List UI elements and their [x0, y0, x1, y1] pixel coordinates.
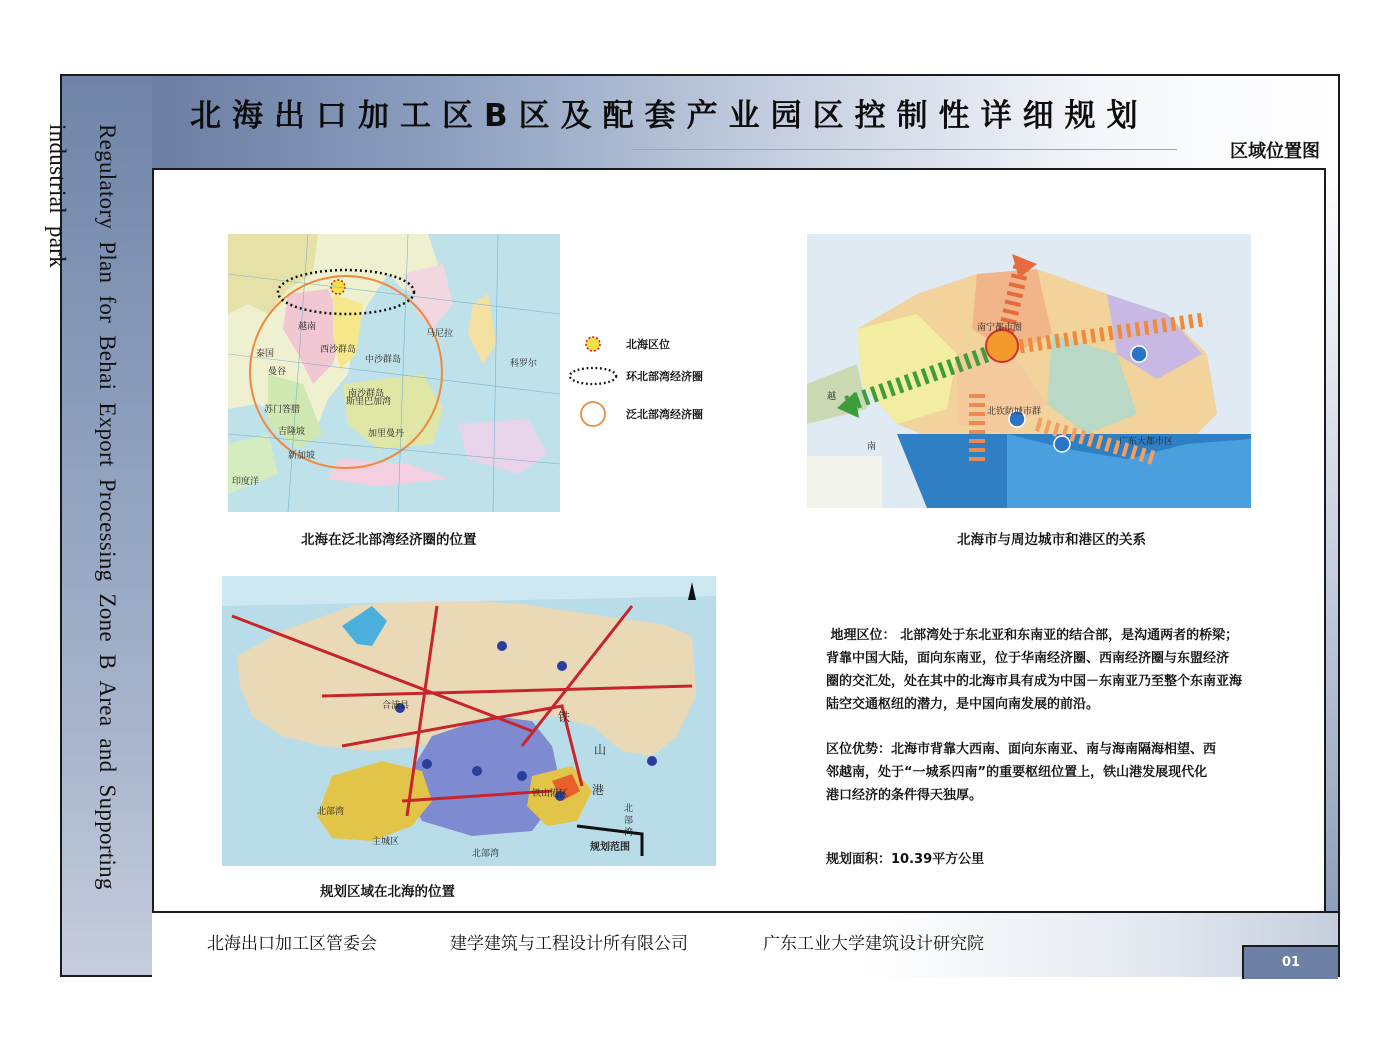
location-advantage-text — [826, 738, 1296, 807]
map3-label-wan: 湾 — [624, 828, 634, 838]
legend-item-pan-beibu — [568, 400, 703, 428]
map3-graphic — [222, 576, 716, 866]
legend-item-beihai-location — [568, 330, 670, 358]
map3-label-plan-scope: 规划范围 — [590, 842, 630, 853]
dashed-sun-icon — [568, 334, 618, 354]
legend-label-ring-beibu: 环北部湾经济圈 — [626, 370, 703, 383]
map1-label-manila: 马尼拉 — [426, 329, 454, 339]
map2-label-nan: 南 — [867, 442, 877, 452]
page-title: 北海出口加工区B区及配套产业园区控制性详细规划 — [190, 98, 1149, 134]
map1-label-xisha: 西沙群岛 — [320, 345, 357, 355]
footer-band — [152, 911, 1338, 977]
map1-label-nansha: 南沙群岛 — [348, 389, 385, 399]
legend-label-beihai: 北海区位 — [626, 338, 670, 351]
page-number: 01 — [1242, 945, 1338, 979]
planning-area-map — [222, 576, 716, 866]
geo-line-2: 背靠中国大陆，面向东南亚，位于华南经济圈、西南经济圈与东盟经济 — [826, 651, 1230, 666]
map1-label-brunei: 斯里巴加湾 — [346, 397, 392, 407]
geo-line-4: 陆空交通枢纽的潜力，是中国向南发展的前沿。 — [826, 697, 1100, 712]
pan-beibu-gulf-map — [228, 234, 560, 512]
sheet-subtitle: 区域位置图 — [1230, 141, 1320, 162]
map1-label-indian-ocean: 印度洋 — [232, 477, 260, 487]
legend-item-ring-beibu — [568, 362, 703, 390]
map3-label-bei: 北 — [624, 804, 634, 814]
header-band — [152, 76, 1338, 170]
adv-line-1: 区位优势：北海市背靠大西南、面向东南亚、南与海南隔海相望、西 — [826, 742, 1217, 757]
map3-label-tieshangang: 铁山港区 — [532, 789, 569, 799]
map2-label-guangdong: 广东大都市区 — [1119, 437, 1174, 447]
header-divider — [632, 149, 1177, 150]
vertical-english-title: Regulatory Plan for Behai Export Processing Zone B Area and Supporting industrial park — [45, 124, 120, 890]
geo-line-1 — [826, 624, 1296, 647]
geo-label: 地理区位： — [830, 628, 896, 643]
map3-label-gang: 港 — [592, 783, 605, 797]
adv-line-3: 港口经济的条件得天独厚。 — [826, 788, 983, 803]
left-title-band — [45, 76, 154, 975]
footer-org-3: 广东工业大学建筑设计研究院 — [763, 934, 984, 954]
geo-line-3: 圈的交汇处，处在其中的北海市具有成为中国－东南亚乃至整个东南亚海 — [826, 674, 1243, 689]
map1-label-singapore: 新加坡 — [288, 451, 316, 461]
map1-label-sumatra: 苏门答腊 — [264, 405, 301, 415]
map1-legend — [568, 330, 738, 440]
geo-line-1-text: 北部湾处于东北亚和东南亚的结合部，是沟通两者的桥梁； — [900, 628, 1239, 643]
map3-label-tie: 铁 — [558, 710, 571, 724]
map3-label-main-district: 主城区 — [372, 837, 400, 847]
map1-label-bangkok: 曼谷 — [268, 367, 287, 377]
map1-label-thailand: 泰国 — [256, 349, 275, 359]
map1-label-zhongsha: 中沙群岛 — [365, 355, 402, 365]
map3-caption: 规划区域在北海的位置 — [320, 884, 455, 900]
map3-label-hepu: 合浦县 — [382, 701, 410, 711]
planning-area-text: 规划面积：10.39平方公里 — [826, 852, 985, 867]
map1-label-koror: 科罗尔 — [510, 359, 538, 369]
map3-label-beibuwan-south: 北部湾 — [472, 849, 500, 859]
map3-label-beibuwan-west: 北部湾 — [317, 807, 345, 817]
map3-label-bu: 部 — [624, 816, 634, 826]
legend-label-pan-beibu: 泛北部湾经济圈 — [626, 408, 703, 421]
surrounding-cities-map — [807, 234, 1251, 508]
map2-graphic — [807, 234, 1251, 508]
map2-caption: 北海市与周边城市和港区的关系 — [957, 532, 1146, 548]
footer-org-1: 北海出口加工区管委会 — [207, 934, 377, 954]
map3-label-shan: 山 — [594, 743, 607, 757]
map1-label-kualalumpur: 吉隆坡 — [278, 427, 306, 437]
adv-line-2: 邻越南，处于“一城系四南”的重要枢纽位置上，铁山港发展现代化 — [826, 765, 1208, 780]
map1-caption: 北海在泛北部湾经济圈的位置 — [301, 532, 477, 548]
right-gradient-band — [1324, 168, 1338, 949]
map2-label-yue: 越 — [827, 392, 837, 402]
footer-org-2: 建学建筑与工程设计所有限公司 — [450, 934, 688, 954]
map2-label-beiqinfang: 北钦防城市群 — [987, 407, 1042, 417]
geo-location-text — [826, 624, 1296, 716]
orange-circle-icon — [568, 399, 618, 429]
dotted-ellipse-icon — [568, 364, 618, 388]
map1-label-vietnam: 越南 — [298, 322, 317, 332]
map2-label-nanning: 南宁都市圈 — [977, 323, 1023, 333]
map1-label-kalimantan: 加里曼丹 — [368, 429, 405, 439]
